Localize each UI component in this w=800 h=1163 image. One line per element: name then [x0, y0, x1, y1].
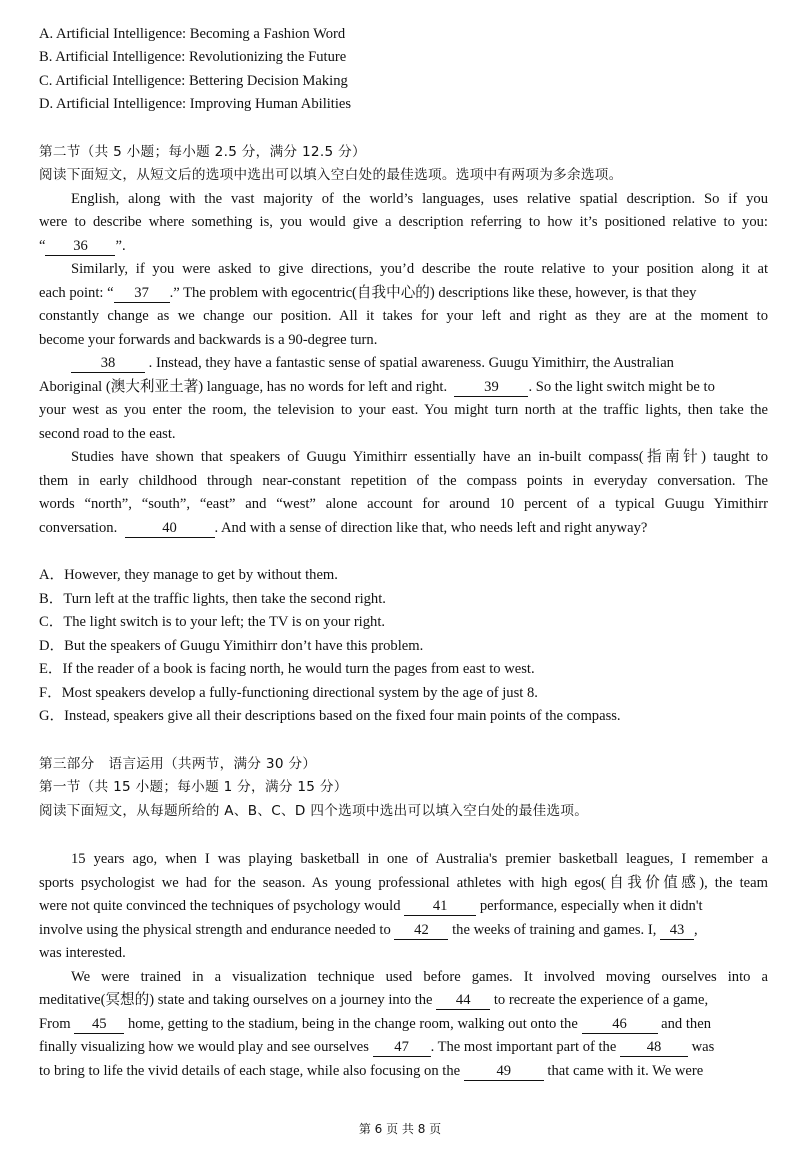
passage-text: was [691, 1039, 715, 1055]
passage-line: become your forwards and backwards is a 90-degree turn. [39, 332, 378, 348]
passage-line: words “north”, “south”, “east” and “west” alone account for around 10 percent of a typical Guugu Yimithirr [39, 496, 768, 512]
passage-text: .” The problem with egocentric(自我中心的) descriptions like these, however, is that they [169, 285, 697, 301]
blank-36: 36 [45, 238, 115, 256]
option-c: C．The light switch is to your left; the TV is on your right. [39, 614, 386, 630]
passage-line [39, 989, 708, 1011]
option-e: E．If the reader of a book is facing north, he would turn the pages from east to west. [39, 661, 535, 677]
part3-subheading: 第一节（共 15 小题；每小题 1 分，满分 15 分） [39, 779, 348, 795]
passage-text: From [39, 1016, 71, 1032]
passage-text: meditative(冥想的) state and taking ourselves on a journey into the [39, 992, 433, 1008]
passage-text: the weeks of training and games. I, [452, 922, 657, 938]
blank-43: 43 [660, 922, 694, 940]
passage-text: “ [39, 238, 46, 254]
option-a: A．However, they manage to get by without them. [39, 567, 338, 583]
section2-instruction: 阅读下面短文，从短文后的选项中选出可以填入空白处的最佳选项。选项中有两项为多余选项。 [39, 167, 623, 183]
passage-text: each point: “ [39, 285, 114, 301]
passage-line: We were trained in a visualization technique used before games. It involved moving ourselves into a [71, 969, 768, 985]
passage-line [39, 895, 703, 917]
passage-text: . Instead, they have a fantastic sense of spatial awareness. Guugu Yimithirr, the Australian [148, 355, 674, 371]
q35-option-d: D. Artificial Intelligence: Improving Human Abilities [39, 96, 352, 112]
passage-line [39, 1060, 703, 1082]
passage-line: Similarly, if you were asked to give directions, you’d describe the route relative to your position along it at [71, 261, 768, 277]
passage-text: and then [661, 1016, 712, 1032]
blank-39: 39 [454, 379, 528, 397]
q35-option-b: B. Artificial Intelligence: Revolutionizing the Future [39, 49, 347, 65]
passage-text: . And with a sense of direction like that, who needs left and right anyway? [214, 520, 648, 536]
passage-line: 15 years ago, when I was playing basketball in one of Australia's premier basketball leagues, I remember a [71, 851, 768, 867]
passage-text: home, getting to the stadium, being in the change room, walking out onto the [127, 1016, 578, 1032]
blank-44: 44 [436, 992, 490, 1010]
passage-line: sports psychologist we had for the season. As young professional athletes with high egos(自我价值感), the team [39, 875, 768, 891]
passage-line: were to describe where something is, you would give a description referring to how it’s positioned relative to you: [39, 214, 768, 230]
blank-40: 40 [125, 520, 215, 538]
blank-48: 48 [620, 1039, 688, 1057]
q35-option-a: A. Artificial Intelligence: Becoming a Fashion Word [39, 26, 346, 42]
blank-42: 42 [394, 922, 448, 940]
passage-line: your west as you enter the room, the television to your east. You might turn north at the traffic lights, then take the [39, 402, 768, 418]
option-b: B．Turn left at the traffic lights, then take the second right. [39, 591, 386, 607]
passage-line: was interested. [39, 945, 126, 961]
passage-text: involve using the physical strength and endurance needed to [39, 922, 391, 938]
passage-text: . The most important part of the [430, 1039, 617, 1055]
passage-text: finally visualizing how we would play and see ourselves [39, 1039, 369, 1055]
passage-line [39, 1036, 714, 1058]
passage-text: Aboriginal (澳大利亚土著) language, has no words for left and right. [39, 379, 448, 395]
passage-line [39, 919, 698, 941]
q35-option-c: C. Artificial Intelligence: Bettering Decision Making [39, 73, 348, 89]
blank-47: 47 [373, 1039, 431, 1057]
passage-line: Studies have shown that speakers of Guugu Yimithirr essentially have an in-built compass(指南针) taught to [71, 449, 768, 465]
option-g: G．Instead, speakers give all their descriptions based on the fixed four main points of the compass. [39, 708, 621, 724]
passage-line: English, along with the vast majority of the world’s languages, uses relative spatial description. So if you [71, 191, 768, 207]
part3-instruction: 阅读下面短文，从每题所给的 A、B、C、D 四个选项中选出可以填入空白处的最佳选项。 [39, 803, 589, 819]
passage-text: that came with it. We were [547, 1063, 704, 1079]
passage-line: second road to the east. [39, 426, 176, 442]
passage-line [39, 282, 696, 304]
blank-45: 45 [74, 1016, 124, 1034]
option-d: D．But the speakers of Guugu Yimithirr don’t have this problem. [39, 638, 424, 654]
section2-heading: 第二节（共 5 小题；每小题 2.5 分，满分 12.5 分） [39, 144, 366, 160]
blank-41: 41 [404, 898, 476, 916]
blank-37: 37 [114, 285, 170, 303]
blank-38: 38 [71, 355, 145, 373]
passage-text: conversation. [39, 520, 118, 536]
passage-text: , [694, 922, 698, 938]
passage-text: were not quite convinced the techniques of psychology would [39, 898, 401, 914]
page-number: 第 6 页 共 8 页 [358, 1122, 442, 1136]
passage-line [39, 517, 647, 539]
blank-46: 46 [582, 1016, 658, 1034]
passage-line: constantly change as we change our position. All it takes for your left and right as they are at the moment to [39, 308, 768, 324]
passage-text: performance, especially when it didn't [479, 898, 703, 914]
passage-line [39, 376, 715, 398]
passage-text: . So the light switch might be to [528, 379, 715, 395]
passage-line [39, 1013, 711, 1035]
blank-49: 49 [464, 1063, 544, 1081]
passage-line: them in early childhood through near-constant repetition of the compass points in everyday conversation. The [39, 473, 768, 489]
option-f: F．Most speakers develop a fully-functioning directional system by the age of just 8. [39, 685, 538, 701]
passage-line [71, 352, 674, 374]
passage-text: ”. [115, 238, 126, 254]
passage-text: to recreate the experience of a game, [493, 992, 709, 1008]
passage-line [39, 235, 126, 257]
passage-text: to bring to life the vivid details of each stage, while also focusing on the [39, 1063, 461, 1079]
part3-heading: 第三部分 语言运用（共两节，满分 30 分） [39, 756, 317, 772]
